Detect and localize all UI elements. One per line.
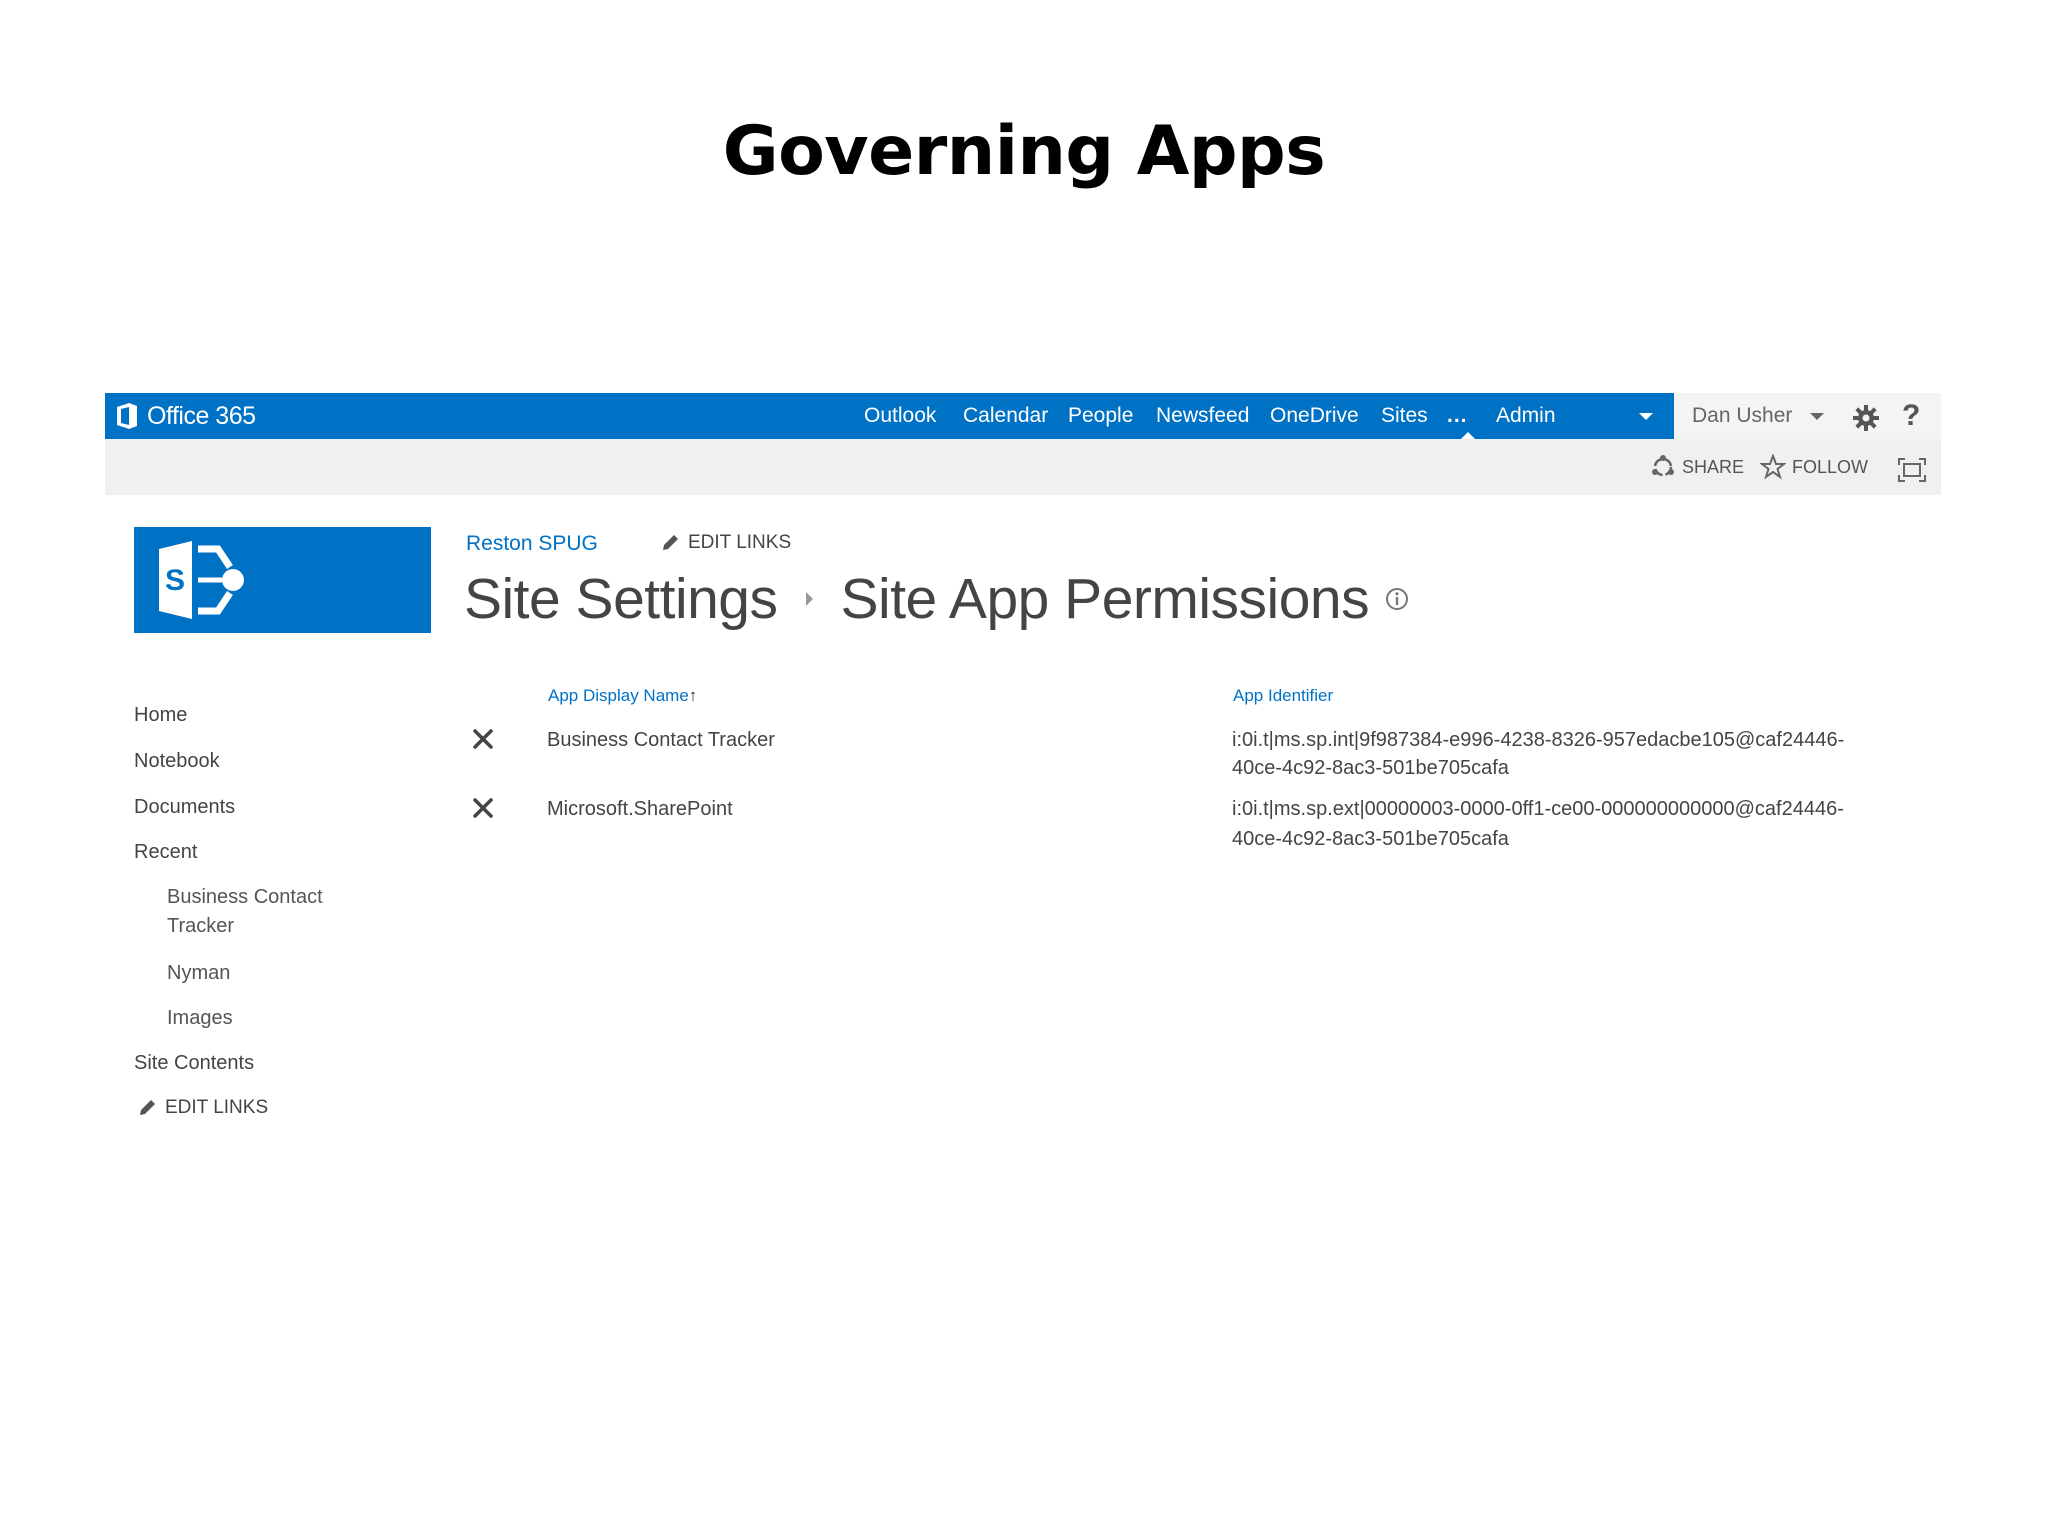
nav-onedrive[interactable]: OneDrive — [1270, 404, 1359, 427]
table-row-app-id-line1: i:0i.t|ms.sp.int|9f987384-e996-4238-8326-957edacbe105@caf24446- — [1232, 729, 1845, 751]
delete-permission-icon[interactable] — [471, 727, 495, 751]
share-button[interactable] — [1650, 452, 1744, 482]
edit-links-label: EDIT LINKS — [688, 532, 792, 553]
table-row-app-id-line2: 40ce-4c92-8ac3-501be705cafa — [1232, 757, 1509, 779]
share-icon — [1650, 454, 1676, 480]
breadcrumb-current-page: Site App Permissions — [840, 567, 1370, 631]
nav-sites[interactable]: Sites — [1381, 404, 1428, 427]
nav-newsfeed[interactable]: Newsfeed — [1156, 404, 1250, 427]
column-header-label: App Display Name — [548, 686, 689, 705]
left-nav-recent-nyman[interactable]: Nyman — [167, 962, 231, 984]
table-row-app-id-line2: 40ce-4c92-8ac3-501be705cafa — [1232, 828, 1509, 850]
office365-logo[interactable] — [115, 398, 256, 434]
table-row-app-name: Business Contact Tracker — [547, 729, 775, 751]
nav-calendar[interactable]: Calendar — [963, 404, 1049, 427]
info-icon[interactable] — [1385, 587, 1409, 611]
focus-mode-icon[interactable] — [1898, 458, 1926, 482]
gear-icon[interactable] — [1852, 404, 1880, 432]
nav-admin[interactable]: Admin — [1496, 404, 1556, 427]
left-nav-home[interactable]: Home — [134, 704, 188, 726]
pencil-icon — [137, 1098, 157, 1118]
delete-permission-icon[interactable] — [471, 796, 495, 820]
left-nav-recent-images[interactable]: Images — [167, 1007, 233, 1029]
column-header-app-identifier[interactable]: App Identifier — [1233, 686, 1334, 705]
left-nav-recent-business-contact[interactable]: Business Contact — [167, 886, 323, 908]
left-nav-recent-tracker[interactable]: Tracker — [167, 915, 235, 937]
share-label: SHARE — [1682, 456, 1745, 477]
admin-chevron-down-icon[interactable] — [1639, 413, 1653, 420]
left-nav-recent[interactable]: Recent — [134, 841, 198, 863]
nav-people[interactable]: People — [1068, 404, 1134, 427]
sharepoint-site-logo[interactable] — [134, 527, 431, 633]
site-name-link[interactable]: Reston SPUG — [466, 532, 598, 555]
pencil-icon — [660, 533, 680, 553]
left-nav-notebook[interactable]: Notebook — [134, 750, 220, 772]
edit-links-bottom-button[interactable] — [137, 1097, 268, 1119]
sharepoint-logo-icon — [134, 527, 431, 633]
follow-label: FOLLOW — [1792, 456, 1869, 477]
user-chevron-down-icon[interactable] — [1810, 413, 1824, 420]
edit-links-label: EDIT LINKS — [165, 1097, 269, 1118]
nav-more-ellipsis[interactable]: ... — [1447, 404, 1468, 427]
user-name[interactable]: Dan Usher — [1692, 404, 1793, 427]
brand-name: Office 365 — [147, 401, 256, 430]
active-nav-indicator — [1461, 432, 1475, 439]
slide-title: Governing Apps — [722, 112, 1326, 191]
star-icon — [1760, 454, 1786, 480]
help-icon[interactable]: ? — [1902, 399, 1921, 432]
page-title — [464, 566, 1409, 632]
left-nav-documents[interactable]: Documents — [134, 796, 236, 818]
svg-text:S: S — [164, 564, 186, 597]
breadcrumb-arrow-icon — [806, 592, 813, 606]
sort-ascending-icon: ↑ — [688, 686, 698, 705]
table-row-app-id-line1: i:0i.t|ms.sp.ext|00000003-0000-0ff1-ce00-000000000000@caf24446- — [1232, 798, 1844, 820]
breadcrumb-site-settings[interactable]: Site Settings — [464, 567, 778, 631]
table-row-app-name: Microsoft.SharePoint — [547, 798, 733, 820]
follow-button[interactable] — [1760, 452, 1868, 482]
office-logo-icon — [115, 402, 139, 430]
column-header-app-display-name[interactable] — [548, 686, 697, 706]
edit-links-top-button[interactable] — [660, 532, 791, 554]
nav-outlook[interactable]: Outlook — [864, 404, 937, 427]
left-nav-site-contents[interactable]: Site Contents — [134, 1052, 255, 1074]
